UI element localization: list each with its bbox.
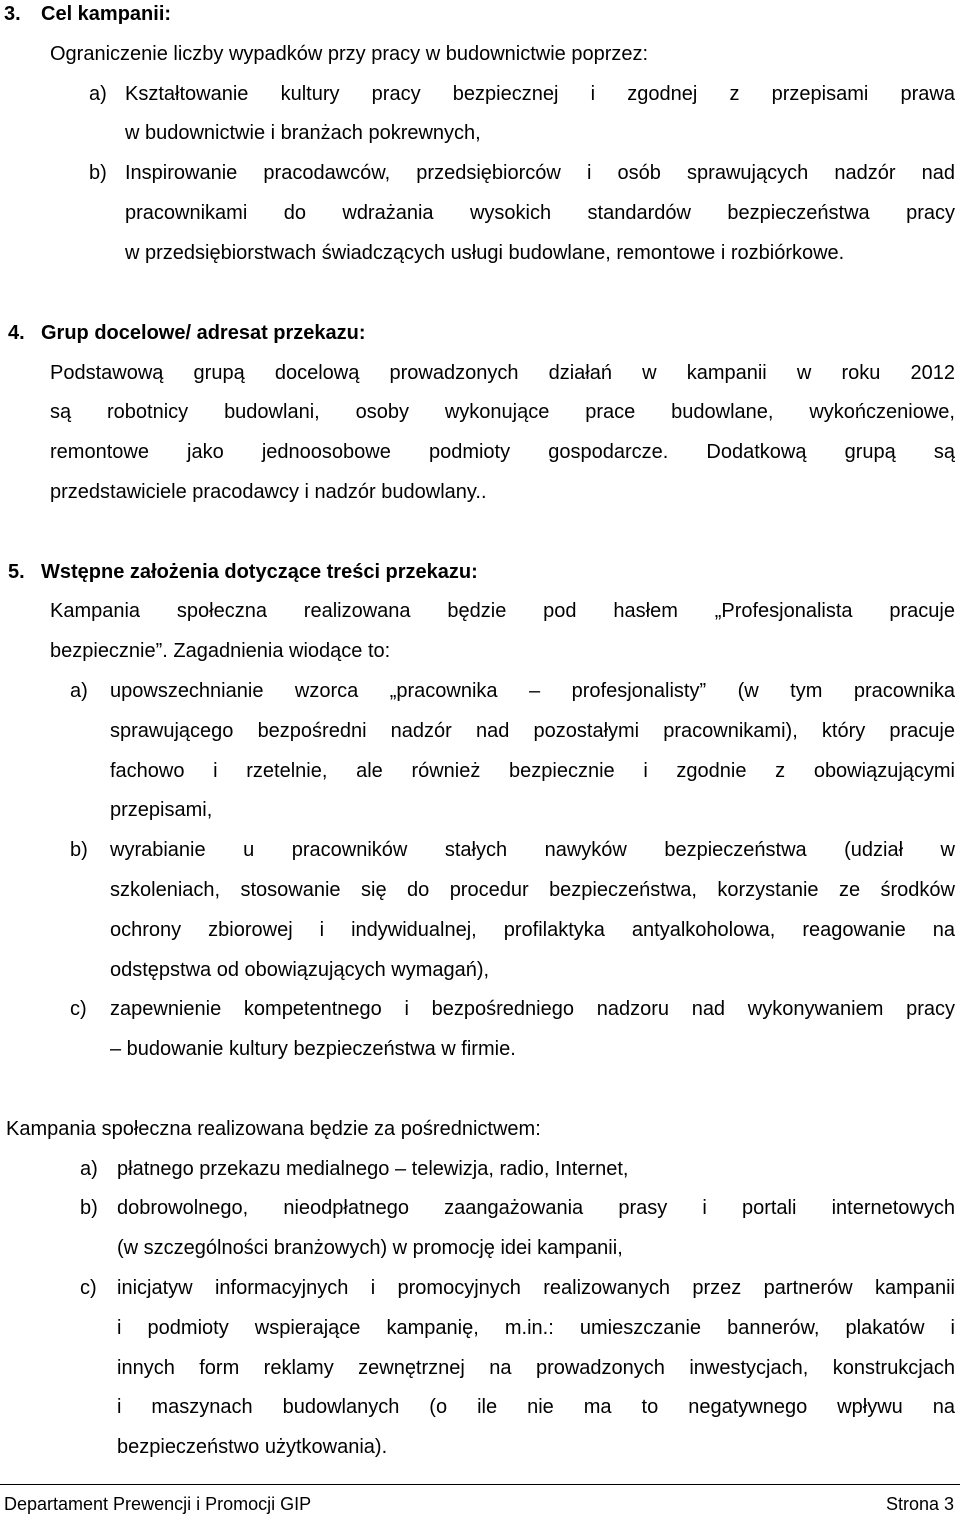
section-4-line-2: są robotnicy budowlani, osoby wykonujące prace budowlane, wykończeniowe, (50, 401, 955, 423)
section-4-line-3: remontowe jako jednoosobowe podmioty gospodarcze. Dodatkową grupą są (50, 441, 955, 463)
section-3-item-a-line-2: w budownictwie i branżach pokrewnych, (125, 122, 481, 144)
section-5-item-b-line-2: szkoleniach, stosowanie się do procedur bezpieczeństwa, korzystanie ze środków (110, 879, 955, 901)
section-4-line-4: przedstawiciele pracodawcy i nadzór budowlany.. (50, 481, 487, 503)
section-5-item-b-line-4: odstępstwa od obowiązujących wymagań), (110, 959, 490, 981)
section-5-item-a-line-1: upowszechnianie wzorca „pracownika – profesjonalisty” (w tym pracownika (110, 680, 955, 702)
section-5-line-2: bezpiecznie”. Zagadnienia wiodące to: (50, 640, 391, 662)
section-5-title: Wstępne założenia dotyczące treści przekazu: (41, 561, 478, 583)
list-label: c) (80, 1277, 97, 1299)
section-3-item-b-line-3: w przedsiębiorstwach świadczących usługi budowlane, remontowe i rozbiórkowe. (125, 242, 845, 264)
section-3-item-b-line-1: Inspirowanie pracodawców, przedsiębiorców i osób sprawujących nadzór nad (125, 162, 955, 184)
list-label: a) (70, 680, 88, 702)
channels-item-b-line-1: dobrowolnego, nieodpłatnego zaangażowania prasy i portali internetowych (117, 1197, 955, 1219)
section-3-item-b-line-2: pracownikami do wdrażania wysokich standardów bezpieczeństwa pracy (125, 202, 955, 224)
section-4-title: Grup docelowe/ adresat przekazu: (41, 322, 366, 344)
section-3-title: Cel kampanii: (41, 3, 172, 25)
channels-item-b-line-2: (w szczególności branżowych) w promocję idei kampanii, (117, 1237, 623, 1259)
section-5-item-b-line-1: wyrabianie u pracowników stałych nawyków bezpieczeństwa (udział w (110, 839, 955, 861)
section-5-item-b-line-3: ochrony zbiorowej i indywidualnej, profilaktyka antyalkoholowa, reagowanie na (110, 919, 955, 941)
channels-item-a-line-1: płatnego przekazu medialnego – telewizja, radio, Internet, (117, 1158, 629, 1180)
section-5-line-1: Kampania społeczna realizowana będzie pod hasłem „Profesjonalista pracuje (50, 600, 955, 622)
list-label: b) (70, 839, 88, 861)
channels-item-c-line-2: i podmioty wspierające kampanię, m.in.: umieszczanie bannerów, plakatów i (117, 1317, 955, 1339)
list-label: a) (80, 1158, 98, 1180)
section-5-item-a-line-3: fachowo i rzetelnie, ale również bezpiecznie i zgodnie z obowiązującymi (110, 760, 955, 782)
list-label: b) (89, 162, 107, 184)
section-5-item-c-line-1: zapewnienie kompetentnego i bezpośredniego nadzoru nad wykonywaniem pracy (110, 998, 955, 1020)
footer-department: Departament Prewencji i Promocji GIP (4, 1494, 312, 1514)
footer-page-number: Strona 3 (885, 1494, 954, 1514)
section-3-intro: Ograniczenie liczby wypadków przy pracy w budownictwie poprzez: (50, 43, 649, 65)
section-5-item-c-line-2: – budowanie kultury bezpieczeństwa w firmie. (110, 1038, 516, 1060)
channels-item-c-line-5: bezpieczeństwo użytkowania). (117, 1436, 388, 1458)
section-3-item-a-line-1: Kształtowanie kultury pracy bezpiecznej i zgodnej z przepisami prawa (125, 83, 955, 105)
channels-item-c-line-4: i maszynach budowlanych (o ile nie ma to negatywnego wpływu na (117, 1396, 955, 1418)
section-5-number: 5. (8, 561, 25, 583)
section-5-item-a-line-4: przepisami, (110, 799, 213, 821)
section-3-number: 3. (4, 3, 21, 25)
section-5-item-a-line-2: sprawującego bezpośredni nadzór nad pozostałymi pracownikami), który pracuje (110, 720, 955, 742)
channels-item-c-line-1: inicjatyw informacyjnych i promocyjnych realizowanych przez partnerów kampanii (117, 1277, 955, 1299)
footer-divider (0, 1484, 960, 1485)
list-label: a) (89, 83, 107, 105)
channels-intro: Kampania społeczna realizowana będzie za pośrednictwem: (6, 1118, 541, 1140)
channels-item-c-line-3: innych form reklamy zewnętrznej na prowadzonych inwestycjach, konstrukcjach (117, 1357, 955, 1379)
list-label: c) (70, 998, 87, 1020)
section-4-number: 4. (8, 322, 25, 344)
list-label: b) (80, 1197, 98, 1219)
section-4-line-1: Podstawową grupą docelową prowadzonych działań w kampanii w roku 2012 (50, 362, 955, 384)
